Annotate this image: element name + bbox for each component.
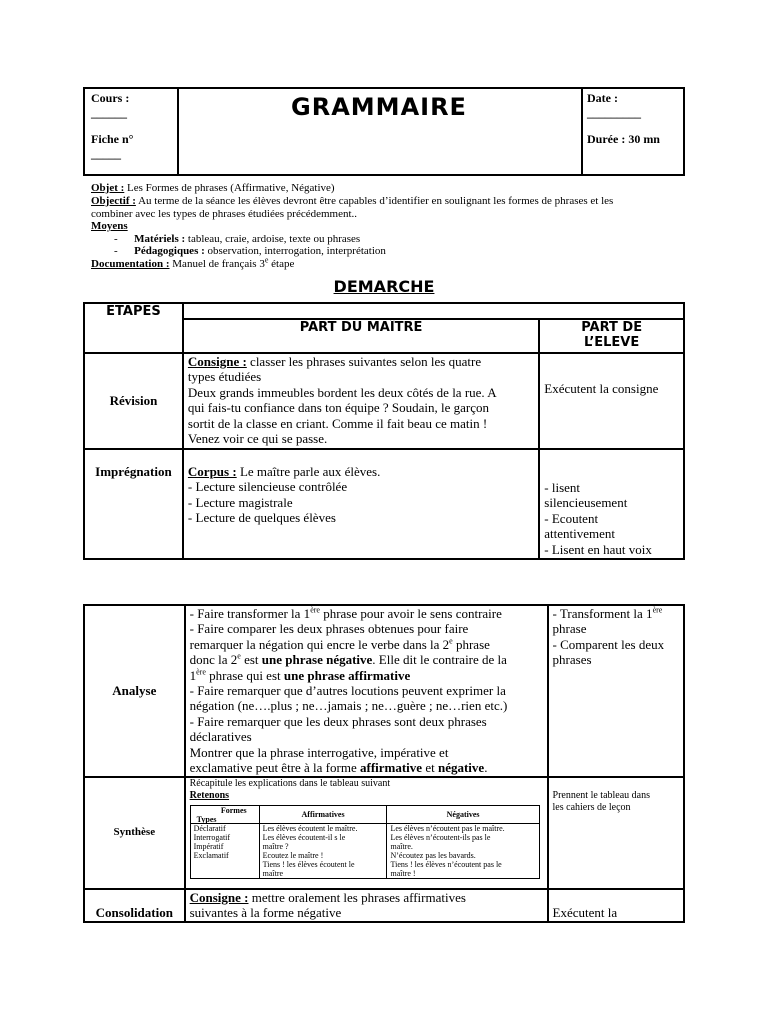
analyse-eleve-line — [553, 606, 679, 621]
step-synthese: Synthèse — [84, 777, 185, 889]
analyse-text: phrase — [452, 636, 490, 652]
analyse-line: négation (ne….plus ; ne…jamais ; ne…guère ; ne…rien etc.) — [189, 698, 508, 714]
impregnation-eleve-line: - Ecoutent — [544, 510, 599, 526]
analyse-line — [190, 637, 543, 652]
impregnation-eleve-line: attentivement — [544, 526, 616, 542]
part-eleve-line-2: L’ELEVE — [584, 335, 640, 351]
analyse-bold: une phrase négative — [261, 652, 373, 668]
analyse-sup: e — [237, 651, 241, 661]
demarche-table-2 — [83, 604, 685, 923]
pedagogiques-label: Pédagogiques : — [134, 245, 205, 257]
consolidation-maitre — [185, 889, 548, 922]
consigne-label: Consigne : — [189, 890, 249, 905]
synthese-eleve-line: Prennent le tableau dans — [552, 790, 650, 801]
objectif-line-2: combiner avec les types de phrases étudiées précédemment.. — [91, 208, 358, 220]
revision-eleve — [539, 353, 684, 449]
analyse-eleve-text: - Transforment la 1 — [552, 606, 653, 621]
consigne-label: Consigne : — [187, 354, 247, 369]
formes-label: Formes — [220, 806, 247, 815]
negatives-column — [387, 824, 539, 879]
revision-line: Venez voir ce qui se passe. — [187, 431, 328, 447]
materiels-text: tableau, craie, ardoise, texte ou phrases — [187, 233, 361, 245]
etapes-header — [84, 303, 183, 353]
analyse-bold: une phrase affirmative — [283, 667, 411, 683]
synthese-eleve — [548, 777, 684, 889]
cours-blank: ______ — [91, 106, 127, 120]
consigne-text: classer les phrases suivantes selon les quatre — [246, 354, 482, 369]
etapes-header-text: ETAPES — [106, 304, 161, 319]
negative-example: N’écoutez pas les bavards. — [390, 851, 476, 860]
analyse-eleve — [548, 605, 684, 777]
analyse-line: déclaratives — [189, 729, 252, 745]
negative-example: maître ! — [390, 869, 416, 878]
analyse-text: remarquer la négation qui encre le verbe dans la 2 — [189, 636, 450, 652]
analyse-line: Montrer que la phrase interrogative, impérative et — [189, 744, 449, 760]
consolidation-consigne — [190, 890, 543, 905]
part-maitre-header: PART DU MAÎTRE — [183, 319, 539, 353]
analyse-text: phrase qui est — [205, 667, 284, 683]
formes-types-header — [190, 806, 259, 824]
header-right-cell — [581, 89, 687, 174]
affirmatives-header: Affirmatives — [259, 806, 387, 824]
revision-line: sortit de la classe en criant. Comme il fait beau ce matin ! — [187, 415, 488, 431]
revision-line: qui fais-tu confiance dans ton équipe ? Soudain, le garçon — [187, 400, 489, 416]
header-empty-cell — [183, 303, 684, 319]
header-table — [83, 87, 685, 176]
consolidation-eleve: Exécutent la — [548, 889, 684, 922]
impregnation-eleve-line: - Lisent en haut voix — [544, 541, 652, 557]
demarche-heading: DEMARCHE — [333, 277, 435, 296]
forms-summary-table — [190, 805, 540, 879]
analyse-eleve-sup: ère — [652, 605, 663, 615]
corpus-text: Le maître parle aux élèves. — [236, 464, 381, 479]
analyse-line: - Faire comparer les deux phrases obtenues pour faire — [189, 621, 469, 637]
analyse-text: . — [484, 760, 488, 776]
objet-label: Objet : — [91, 182, 125, 194]
analyse-line: - Faire remarquer que d’autres locutions peuvent exprimer la — [189, 683, 506, 699]
bullet-dash: - — [114, 233, 118, 245]
analyse-eleve-line: - Comparent les deux — [552, 636, 665, 652]
fiche-blank: _____ — [91, 147, 121, 161]
documentation-text: Manuel de français 3 — [172, 258, 265, 270]
analyse-line — [190, 652, 543, 667]
impregnation-line: - Lecture silencieuse contrôlée — [187, 479, 348, 495]
retenons-label: Retenons — [189, 790, 230, 801]
objectif-line — [91, 195, 613, 208]
affirmative-example: Les élèves écoutent le maître. — [262, 824, 358, 833]
documentation-sup: e — [264, 255, 269, 265]
analyse-text: 1 — [189, 667, 197, 683]
affirmative-example: Tiens ! les élèves écoutent le — [262, 860, 355, 869]
cours-label: Cours : — [91, 91, 130, 105]
synthese-recap: Récapitule les explications dans le tableau suivant — [189, 778, 391, 789]
moyens-label: Moyens — [91, 220, 128, 232]
impregnation-line: - Lecture magistrale — [187, 494, 293, 510]
analyse-line — [190, 760, 543, 775]
negative-example: Les élèves n’écoutent pas le maître. — [390, 824, 505, 833]
type-item: Déclaratif — [193, 824, 226, 833]
types-label: Types — [196, 815, 217, 824]
analyse-text: phrase pour avoir le sens contraire — [319, 606, 502, 621]
analyse-text: est — [240, 652, 262, 668]
affirmative-example: Les élèves écoutent-il s le — [262, 833, 346, 842]
negative-example: maître. — [390, 842, 413, 851]
affirmatives-column — [259, 824, 387, 879]
affirmative-example: Ecoutez le maître ! — [262, 851, 324, 860]
analyse-bold: affirmative — [359, 760, 423, 776]
affirmative-example: maître ? — [262, 842, 289, 851]
negative-example: Les élèves n’écoutent-ils pas le — [390, 833, 491, 842]
analyse-text: exclamative peut être à la forme — [189, 760, 360, 776]
analyse-eleve-line: phrases — [552, 652, 592, 668]
objet-line — [91, 182, 335, 195]
synthese-maitre — [185, 777, 548, 889]
analyse-text: - Faire transformer la 1 — [189, 606, 311, 621]
date-blank: _________ — [587, 106, 641, 120]
impregnation-eleve-line: silencieusement — [544, 495, 628, 511]
objet-text: Les Formes de phrases (Affirmative, Négative) — [127, 182, 335, 194]
demarche-table-1 — [83, 302, 685, 560]
impregnation-eleve — [539, 449, 684, 559]
analyse-text: . Elle dit le contraire de la — [372, 652, 507, 668]
step-impregnation: Imprégnation — [84, 449, 183, 559]
header-left-cell — [85, 89, 179, 174]
analyse-maitre — [185, 605, 548, 777]
consolidation-line: suivantes à la forme négative — [189, 905, 342, 921]
affirmative-example: maître — [262, 869, 284, 878]
part-eleve-header — [539, 319, 684, 353]
analyse-sup: e — [449, 636, 453, 646]
type-item: Exclamatif — [193, 851, 229, 860]
duree-label: Durée : 30 mn — [587, 132, 660, 146]
step-analyse: Analyse — [84, 605, 185, 777]
analyse-line: - Faire remarquer que les deux phrases sont deux phrases — [189, 713, 487, 729]
step-consolidation: Consolidation — [84, 889, 185, 922]
analyse-text: donc la 2 — [189, 652, 238, 668]
documentation-label: Documentation : — [91, 258, 170, 270]
corpus-line — [188, 464, 534, 479]
step-revision: Révision — [84, 353, 183, 449]
analyse-line — [190, 668, 543, 683]
types-column — [190, 824, 259, 879]
documentation-text-end: étape — [268, 258, 295, 270]
analyse-line — [190, 606, 543, 621]
consigne-text: mettre oralement les phrases affirmatives — [248, 890, 466, 905]
revision-line: Deux grands immeubles bordent les deux côtés de la rue. A — [187, 384, 497, 400]
analyse-text: et — [422, 760, 438, 776]
pedagogiques-text: observation, interrogation, interprétation — [207, 245, 386, 257]
analyse-bold: négative — [437, 760, 485, 776]
part-eleve-line-1: PART DE — [581, 320, 643, 335]
synthese-eleve-line: les cahiers de leçon — [552, 802, 631, 813]
impregnation-eleve-line: - lisent — [544, 480, 581, 495]
pedagogiques-line — [114, 245, 386, 258]
type-item: Interrogatif — [193, 833, 231, 842]
revision-maitre — [183, 353, 539, 449]
analyse-sup: ère — [196, 667, 206, 677]
impregnation-line: - Lecture de quelques élèves — [187, 510, 336, 526]
analyse-sup: ère — [310, 605, 320, 615]
date-label: Date : — [587, 91, 618, 105]
fiche-label: Fiche n° — [91, 132, 134, 146]
objectif-text: Au terme de la séance les élèves devront être capables d’identifier en soulignant les formes de phrases et les — [138, 195, 614, 207]
revision-consigne — [188, 354, 534, 369]
materiels-label: Matériels : — [134, 233, 186, 245]
analyse-eleve-line: phrase — [552, 621, 587, 637]
revision-eleve-text: Exécutent la consigne — [544, 381, 659, 396]
negatives-header: Négatives — [387, 806, 539, 824]
negative-example: Tiens ! les élèves n’écoutent pas le — [390, 860, 502, 869]
revision-line: types étudiées — [187, 369, 262, 385]
documentation-line — [91, 255, 295, 271]
corpus-label: Corpus : — [187, 464, 237, 479]
page-title: GRAMMAIRE — [291, 93, 467, 121]
bullet-dash: - — [114, 245, 118, 257]
type-item: Impératif — [193, 842, 224, 851]
impregnation-maitre — [183, 449, 539, 559]
objectif-label: Objectif : — [91, 195, 136, 207]
